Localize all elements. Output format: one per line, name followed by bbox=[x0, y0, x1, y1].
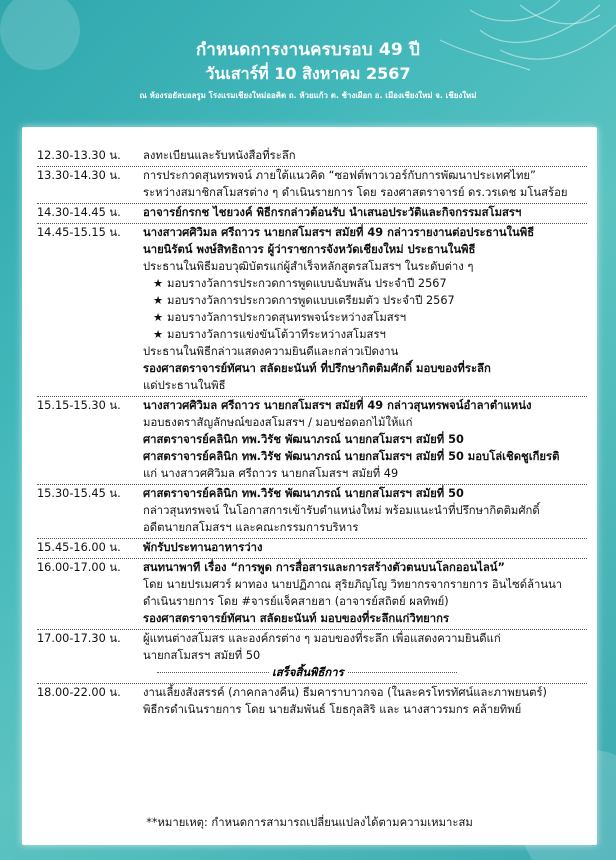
schedule-line-text: อาจารย์กรกช ไชยวงค์ พิธีกรกล่าวต้อนรับ นำเสนอประวัติและกิจกรรมสโมสรฯ bbox=[143, 206, 522, 219]
event-venue: ณ ห้องรอยัลบอลรูม โรงแรมเชียงใหม่ออคิด ถ. ห้วยแก้ว ต. ช้างเผือก อ. เมืองเชียงใหม่ จ. เชียงใหม่ bbox=[139, 91, 477, 100]
schedule-time: 13.30-14.30 น. bbox=[37, 169, 121, 182]
schedule-line bbox=[143, 204, 587, 221]
schedule-line-text: มอบรางวัลการประกวดสุนทรพจน์ระหว่างสโมสรฯ bbox=[167, 311, 407, 324]
schedule-line bbox=[143, 701, 587, 718]
schedule-line bbox=[143, 377, 587, 394]
schedule-description bbox=[143, 559, 587, 627]
schedule-line-text: โดย นายปรเมศวร์ ผาทอง นายปฏิภาณ สุริยภิญโญ วิทยากรจากรายการ อินไซด์ล้านนา bbox=[143, 578, 563, 591]
footnote: **หมายเหตุ: กำหนดการสามารถเปลี่ยนแปลงได้ตามความเหมาะสม bbox=[146, 816, 473, 829]
schedule-line-text: ลงทะเบียนและรับหนังสือที่ระลึก bbox=[143, 149, 296, 162]
schedule-time: 15.30-15.45 น. bbox=[37, 487, 121, 500]
star-icon: ★ bbox=[153, 277, 164, 290]
event-date: วันเสาร์ที่ 10 สิงหาคม 2567 bbox=[205, 64, 411, 83]
schedule-row bbox=[37, 166, 587, 201]
star-icon: ★ bbox=[153, 328, 164, 341]
schedule-time: 15.45-16.00 น. bbox=[37, 541, 121, 554]
schedule-line-text: ศาสตราจารย์คลินิก ทพ.วิรัช พัฒนาภรณ์ นายกสโมสรฯ สมัยที่ 50 bbox=[143, 433, 464, 446]
schedule-line bbox=[143, 539, 587, 556]
schedule-line-text: ดำเนินรายการ โดย #จารย์แจ็คสายฮา (อาจารย์สถิตย์ ผลทิพย์) bbox=[143, 595, 449, 608]
schedule-line-text: ผู้แทนต่างสโมสร และองค์กรต่าง ๆ มอบของที่ระลึก เพื่อแสดงความยินดีแก่ bbox=[143, 632, 501, 645]
schedule-line-text: พักรับประทานอาหารว่าง bbox=[143, 541, 263, 554]
schedule-line bbox=[143, 258, 587, 275]
award-item bbox=[143, 309, 587, 326]
schedule-line bbox=[143, 465, 587, 482]
schedule-line-text: แก่ นางสาวศศิวิมล ศรีถาวร นายกสโมสรฯ สมัยที่ 49 bbox=[143, 467, 399, 480]
schedule-list bbox=[37, 147, 587, 718]
schedule-line bbox=[143, 224, 587, 241]
schedule-line bbox=[143, 485, 587, 502]
schedule-line bbox=[143, 414, 587, 431]
schedule-row bbox=[37, 396, 587, 482]
ceremony-end-separator bbox=[37, 664, 587, 681]
schedule-row bbox=[37, 558, 587, 627]
star-icon: ★ bbox=[153, 294, 164, 307]
schedule-description bbox=[143, 485, 587, 536]
schedule-description bbox=[143, 397, 587, 482]
schedule-row bbox=[37, 629, 587, 664]
schedule-line bbox=[143, 241, 587, 258]
schedule-time: 12.30-13.30 น. bbox=[37, 149, 121, 162]
schedule-line bbox=[143, 630, 587, 647]
page-title: กำหนดการงานครบรอบ 49 ปี bbox=[195, 40, 421, 60]
separator-label: เสร็จสิ้นพิธีการ bbox=[269, 664, 347, 681]
award-item bbox=[143, 292, 587, 309]
schedule-description bbox=[143, 147, 587, 164]
schedule-row bbox=[37, 223, 587, 394]
schedule-line-text: อดีตนายกสโมสรฯ และคณะกรรมการบริหาร bbox=[143, 521, 359, 534]
schedule-line-text: การประกวดสุนทรพจน์ ภายใต้แนวคิด “ซอฟต์พาวเวอร์กับการพัฒนาประเทศไทย” bbox=[143, 169, 536, 182]
schedule-line-text: นายนิรัตน์ พงษ์สิทธิถาวร ผู้ว่าราชการจังหวัดเชียงใหม่ ประธานในพิธี bbox=[143, 243, 476, 256]
schedule-line bbox=[143, 576, 587, 593]
schedule-line bbox=[143, 147, 587, 164]
schedule-line-text: แด่ประธานในพิธี bbox=[143, 379, 226, 392]
schedule-line-text: นางสาวศศิวิมล ศรีถาวร นายกสโมสรฯ สมัยที่ 49 กล่าวสุนทรพจน์อำลาตำแหน่ง bbox=[143, 399, 532, 412]
schedule-line-text: นายกสโมสรฯ สมัยที่ 50 bbox=[143, 649, 261, 662]
schedule-line bbox=[143, 167, 587, 184]
schedule-line-text: รองศาสตราจารย์ทัศนา สลัดยะนันท์ มอบของที่ระลึกแก่วิทยากร bbox=[143, 612, 450, 625]
schedule-line-text: ศาสตราจารย์คลินิก ทพ.วิรัช พัฒนาภรณ์ นายกสโมสรฯ สมัยที่ 50 bbox=[143, 487, 464, 500]
schedule-line-text: งานเลี้ยงสังสรรค์ (ภาคกลางคืน) ธีมคาราบาวกจอ (ในละครโทรทัศน์และภาพยนตร์) bbox=[143, 686, 547, 699]
schedule-line bbox=[143, 448, 587, 465]
schedule-row bbox=[37, 147, 587, 164]
schedule-description bbox=[143, 167, 587, 201]
schedule-time: 17.00-17.30 น. bbox=[37, 632, 121, 645]
schedule-description bbox=[143, 224, 587, 394]
schedule-line-text: ประธานในพิธีกล่าวแสดงความยินดีและกล่าวเปิดงาน bbox=[143, 345, 399, 358]
schedule-line-text: ศาสตราจารย์คลินิก ทพ.วิรัช พัฒนาภรณ์ นายกสโมสรฯ สมัยที่ 50 มอบโล่เชิดชูเกียรติ bbox=[143, 450, 560, 463]
schedule-line bbox=[143, 559, 587, 576]
schedule-line bbox=[143, 593, 587, 610]
schedule-line bbox=[143, 610, 587, 627]
schedule-line-text: มอบรางวัลการแข่งขันโต้วาทีระหว่างสโมสรฯ bbox=[167, 328, 386, 341]
schedule-time: 14.30-14.45 น. bbox=[37, 206, 121, 219]
schedule-line bbox=[143, 519, 587, 536]
schedule-line-text: พิธีกรดำเนินรายการ โดย นายสัมพันธ์ โยธกุลสิริ และ นางสาวรมกร คล้ายทิพย์ bbox=[143, 703, 522, 716]
schedule-line-text: มอบรางวัลการประกวดการพูดแบบฉับพลัน ประจำปี 2567 bbox=[167, 277, 447, 290]
schedule-row bbox=[37, 484, 587, 536]
schedule-row bbox=[37, 203, 587, 221]
schedule-card bbox=[22, 127, 597, 845]
schedule-description bbox=[143, 684, 587, 718]
schedule-line-text: นางสาวศศิวิมล ศรีถาวร นายกสโมสรฯ สมัยที่ 49 กล่าวรายงานต่อประธานในพิธี bbox=[143, 226, 535, 239]
schedule-line-text: รองศาสตราจารย์ทัศนา สลัดยะนันท์ ที่ปรึกษากิตติมศักดิ์ มอบของที่ระลึก bbox=[143, 362, 491, 375]
schedule-time: 16.00-17.00 น. bbox=[37, 561, 121, 574]
schedule-line bbox=[143, 502, 587, 519]
schedule-row bbox=[37, 538, 587, 556]
schedule-line bbox=[143, 684, 587, 701]
schedule-line-text: มอบรางวัลการประกวดการพูดแบบเตรียมตัว ประจำปี 2567 bbox=[167, 294, 455, 307]
schedule-time: 18.00-22.00 น. bbox=[37, 686, 121, 699]
schedule-line bbox=[143, 360, 587, 377]
schedule-line bbox=[143, 184, 587, 201]
schedule-row bbox=[37, 683, 587, 718]
schedule-description bbox=[143, 630, 587, 664]
schedule-line-text: กล่าวสุนทรพจน์ ในโอกาสการเข้ารับตำแหน่งใหม่ พร้อมแนะนำที่ปรึกษากิตติมศักดิ์ bbox=[143, 504, 540, 517]
schedule-description bbox=[143, 204, 587, 221]
schedule-time: 14.45-15.15 น. bbox=[37, 226, 121, 239]
schedule-line bbox=[143, 397, 587, 414]
schedule-line-text: ระหว่างสมาชิกสโมสรต่าง ๆ ดำเนินรายการ โดย รองศาสตราจารย์ ดร.วรเดช มโนสร้อย bbox=[143, 186, 568, 199]
schedule-line bbox=[143, 343, 587, 360]
schedule-line bbox=[143, 431, 587, 448]
star-icon: ★ bbox=[153, 311, 164, 324]
schedule-description bbox=[143, 539, 587, 556]
schedule-line-text: สนทนาพาที เรื่อง “การพูด การสื่อสารและการสร้างตัวตนบนโลกออนไลน์” bbox=[143, 561, 505, 574]
schedule-line-text: มอบธงตราสัญลักษณ์ของสโมสรฯ / มอบช่อดอกไม้ให้แก่ bbox=[143, 416, 413, 429]
schedule-line bbox=[143, 647, 587, 664]
award-item bbox=[143, 326, 587, 343]
award-item bbox=[143, 275, 587, 292]
schedule-line-text: ประธานในพิธีมอบวุฒิบัตรแก่ผู้สำเร็จหลักสูตรสโมสรฯ ในระดับต่าง ๆ bbox=[143, 260, 474, 273]
schedule-time: 15.15-15.30 น. bbox=[37, 399, 121, 412]
